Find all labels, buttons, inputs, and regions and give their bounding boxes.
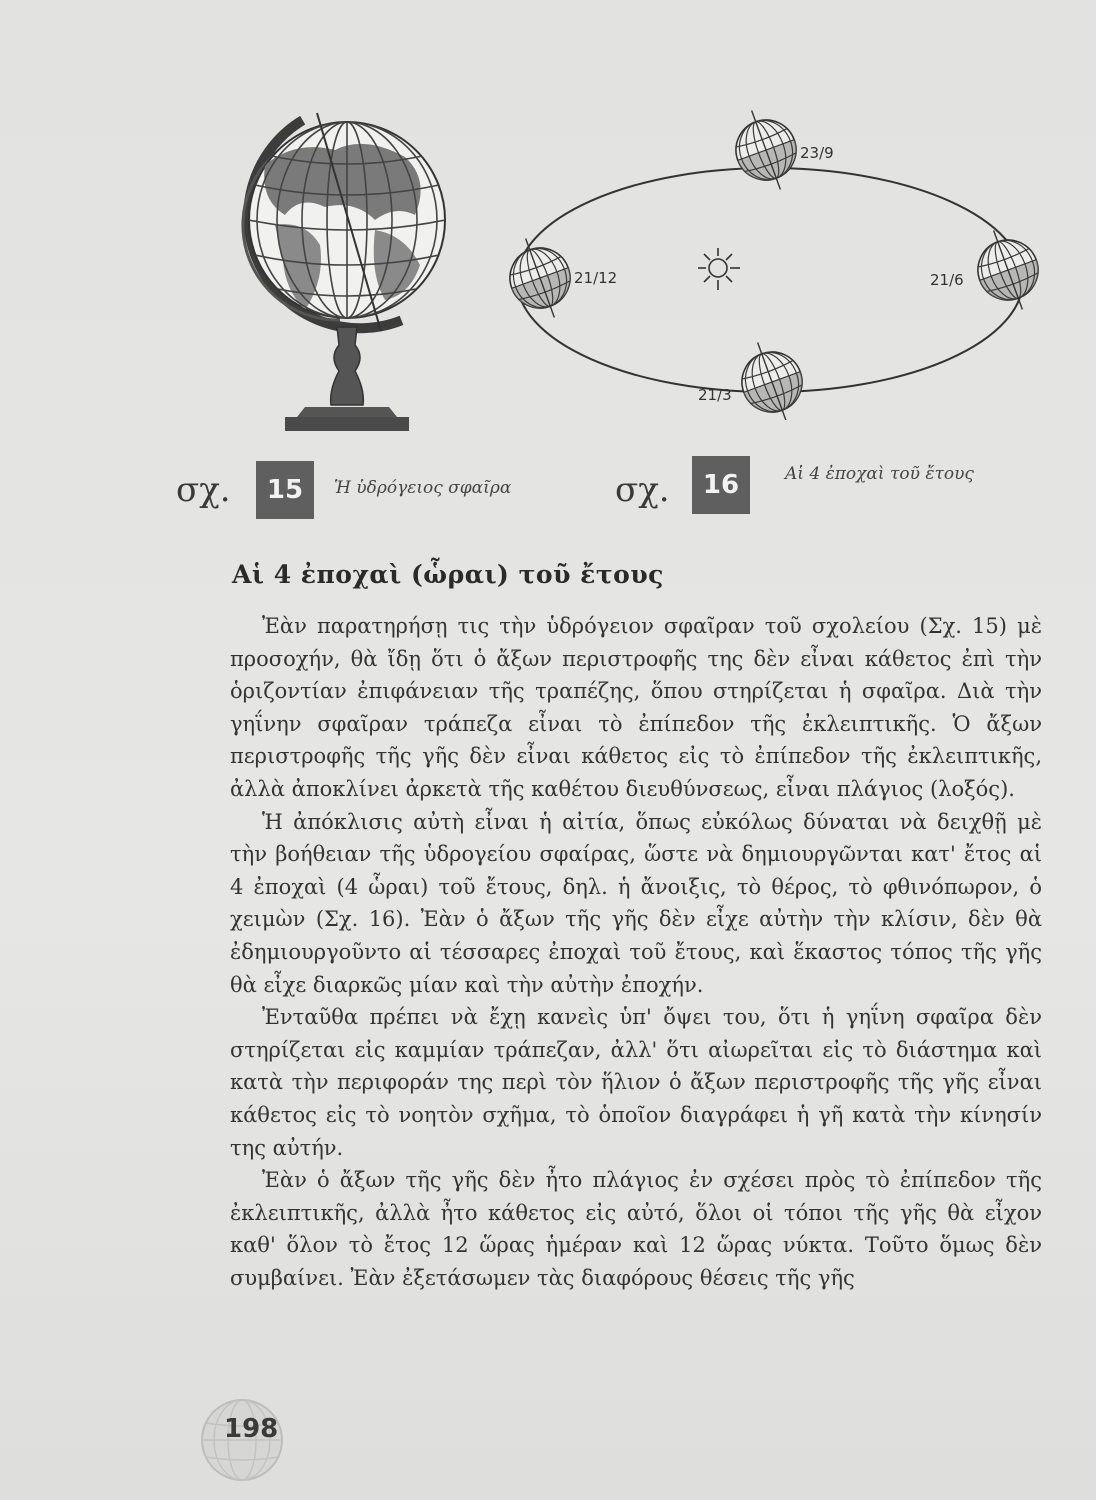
earth-right-icon bbox=[965, 220, 1050, 319]
globe-illustration bbox=[205, 95, 485, 440]
date-label-left: 21/12 bbox=[574, 269, 618, 287]
figure-15-caption-text: Ἡ ὑδρόγειος σφαῖρα bbox=[334, 478, 512, 498]
paragraph-4: Ἐὰν ὁ ἄξων τῆς γῆς δὲν ἦτο πλάγιος ἐν σχέσει πρὸς τὸ ἐπίπεδον τῆς ἐκλειπτικῆς, ἀλλὰ ἦτο κάθετος εἰς αὐτό, ὅλοι οἱ τόποι τῆς γῆς θὰ εἶχον καθ' ὅλον τὸ ἔτος 12 ὥρας ἡμέραν καὶ 12 ὥρας νύκτα. Τοῦτο ὅμως δὲν συμβαίνει. Ἐὰν ἐξετάσωμεν τὰς διαφόρους θέσεις τῆς γῆς bbox=[230, 1168, 1042, 1290]
body-text bbox=[230, 610, 1042, 1294]
orbit-diagram bbox=[500, 110, 1060, 420]
paragraph-1: Ἐὰν παρατηρήσῃ τις τὴν ὑδρόγειον σφαῖραν τοῦ σχολείου (Σχ. 15) μὲ προσοχήν, θὰ ἴδῃ ὅτι ὁ ἄξων περιστροφῆς της δὲν εἶναι κάθετος ἐπὶ τὴν ὁριζοντίαν ἐπιφάνειαν τῆς τραπέζης, ὅπου στηρίζεται ἡ σφαῖρα. Διὰ τὴν γηΐνην σφαῖραν τράπεζα εἶναι τὸ ἐπίπεδον τῆς ἐκλειπτικῆς. Ὁ ἄξων περιστροφῆς τῆς γῆς δὲν εἶναι κάθετος εἰς τὸ ἐπίπεδον τῆς ἐκλειπτικῆς, ἀλλὰ ἀποκλίνει ἀρκετὰ τῆς καθέτου διευθύνσεως, εἶναι πλάγιος (λοξός). bbox=[230, 614, 1042, 801]
earth-bottom-icon bbox=[729, 332, 814, 420]
figure-16-seasons-orbit bbox=[500, 110, 1060, 420]
figure-15-number: 15 bbox=[256, 461, 314, 519]
paragraph-3: Ἐνταῦθα πρέπει νὰ ἔχῃ κανεὶς ὑπ' ὄψει του, ὅτι ἡ γηΐνη σφαῖρα δὲν στηρίζεται εἰς καμμίαν τράπεζαν, ἀλλ' ὅτι αἰωρεῖται εἰς τὸ διάστημα καὶ κατὰ τὴν περιφοράν της περὶ τὸν ἥλιον ὁ ἄξων περιστροφῆς τῆς γῆς εἶναι κάθετος εἰς τὸ νοητὸν σχῆμα, τὸ ὁποῖον διαγράφει ἡ γῆ κατὰ τὴν κίνησίν της αὐτήν. bbox=[230, 1005, 1042, 1160]
figure-15-prefix: σχ. bbox=[176, 470, 231, 510]
date-label-right: 21/6 bbox=[930, 271, 964, 289]
figure-15-globe bbox=[205, 95, 485, 440]
earth-top-icon bbox=[723, 110, 808, 200]
paragraph-2: Ἡ ἀπόκλισις αὐτὴ εἶναι ἡ αἰτία, ὅπως εὐκόλως δύναται νὰ δειχθῇ μὲ τὴν βοήθειαν τῆς ὑδρογείου σφαίρας, ὥστε νὰ δημιουργῶνται κατ' ἔτος αἱ 4 ἐποχαὶ (4 ὧραι) τοῦ ἔτους, δηλ. ἡ ἄνοιξις, τὸ θέρος, τὸ φθινόπωρον, ὁ χειμὼν (Σχ. 16). Ἐὰν ὁ ἄξων τῆς γῆς δὲν εἶχε αὐτὴν τὴν κλίσιν, δὲν θὰ ἐδημιουργοῦντο αἱ τέσσαρες ἐποχαὶ τοῦ ἔτους, καὶ ἕκαστος τόπος τῆς γῆς θὰ εἶχε διαρκῶς μίαν καὶ τὴν αὐτὴν ἐποχήν. bbox=[230, 809, 1042, 997]
date-label-top: 23/9 bbox=[800, 144, 834, 162]
figure-16-number: 16 bbox=[692, 456, 750, 514]
figure-16-caption-text: Αἱ 4 ἐποχαὶ τοῦ ἔτους bbox=[785, 464, 974, 484]
earth-left-icon bbox=[500, 228, 583, 327]
page-number: 198 bbox=[224, 1414, 279, 1444]
section-heading: Αἱ 4 ἐποχαὶ (ὧραι) τοῦ ἔτους bbox=[232, 560, 664, 589]
figure-16-prefix: σχ. bbox=[615, 470, 670, 510]
sun-icon bbox=[698, 248, 740, 290]
date-label-bottom: 21/3 bbox=[698, 386, 732, 404]
